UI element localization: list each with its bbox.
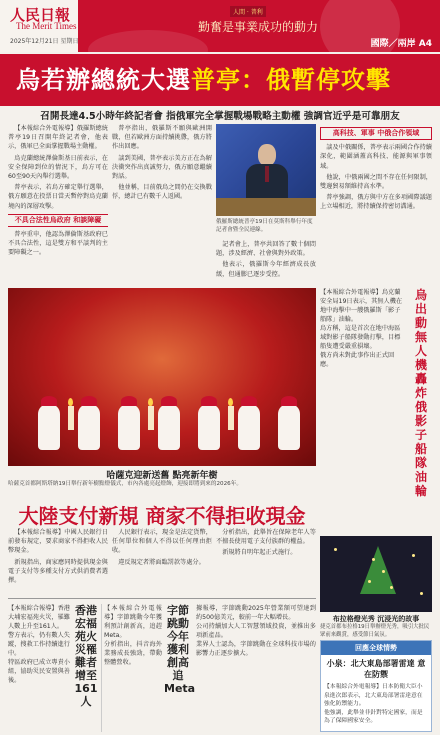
news-box-label: 回應全球情勢 bbox=[321, 641, 431, 655]
paragraph: 據報導，字節跳動2025年營業額可望達到約500億美元，較前一年大幅增長。 bbox=[196, 605, 316, 621]
performer-figure bbox=[38, 404, 60, 450]
performer-figure bbox=[278, 404, 300, 450]
paragraph: 【本報綜合外電報導】日本防衛大臣小泉進次郎表示，北大東島部署雷達意在強化防禦能力。 bbox=[324, 684, 423, 707]
divider bbox=[101, 604, 102, 732]
paragraph: 烏克蘭總統澤倫斯基日前表示，在安全保障到位的情況下，烏方可在60至90天內舉行選舉。 bbox=[8, 154, 108, 181]
candle bbox=[68, 406, 74, 430]
article-column-2b bbox=[216, 240, 316, 284]
news-box bbox=[320, 640, 432, 732]
sidebar-headline: 烏出動無人機轟炸俄影子船隊油輪 bbox=[414, 288, 427, 498]
paragraph: 【本報綜合外電報導】烏克蘭安全局19日表示，其無人機在地中海擊中一艘俄羅斯「影子船隊」油輪。 bbox=[320, 289, 403, 323]
article-column-3 bbox=[320, 124, 432, 284]
paragraph: 警方表示，仍有數人失蹤，搜救工作持續進行中。 bbox=[8, 632, 70, 657]
bottom-story3-body bbox=[196, 604, 316, 732]
paragraph: 烏方稱，這是首次在地中海區域對影子船隊發動打擊，目標船隻遭受嚴重損壞。 bbox=[320, 325, 401, 350]
paragraph: 人民銀行表示，現金是法定貨幣，任何單位和個人不得以任何理由拒收。 bbox=[112, 529, 212, 555]
paragraph: 公司持續加大人工智慧領域投資，並推出多項新產品。 bbox=[196, 623, 316, 639]
paragraph: 他說，中俄兩國之間不存在任何限制，雙邊貿易額維持高水準。 bbox=[320, 173, 432, 191]
news-box-body bbox=[321, 683, 431, 735]
paragraph: 【本報綜合報導】中國人民銀行日前發布規定，要求商家不得拒收人民幣現金。 bbox=[8, 529, 108, 555]
flame bbox=[228, 398, 233, 406]
paragraph: 分析指出，抖音海外業務成長強勁，帶動整體營收。 bbox=[104, 641, 162, 666]
headline-bar bbox=[0, 54, 440, 106]
banner-badge: 人間 · 普利 bbox=[230, 6, 266, 17]
headline-part2: 普亭：俄暫停攻擊 bbox=[191, 66, 391, 94]
paragraph: 普亭指出，俄羅斯不願與歐洲開戰，但若歐洲方面持續挑釁，俄方將作出回應。 bbox=[112, 125, 212, 151]
section-label: 國際／兩岸 A4 bbox=[370, 39, 432, 49]
feature-photo bbox=[8, 288, 316, 466]
paragraph: 分析指出，此舉旨在保障老年人等不擅長使用電子支付族群的權益。 bbox=[216, 529, 316, 546]
paragraph: 【本報綜合外電報導】字節跳動今年獲利預計創新高，追趕Meta。 bbox=[104, 605, 162, 639]
flame bbox=[68, 398, 73, 406]
newspaper-logo bbox=[10, 4, 77, 31]
bottom-story2-headline: 字節跳動今年獲利創高追Meta bbox=[164, 604, 196, 695]
paragraph: 他表示，俄羅斯今年經濟成長放緩，但通膨已逐步受控。 bbox=[216, 261, 316, 278]
bottom-story1-body bbox=[8, 604, 70, 732]
paragraph: 違反規定者將面臨罰款等處分。 bbox=[118, 558, 205, 566]
paragraph: 業界人士認為，字節跳動在全球科技市場的影響力正逐步擴大。 bbox=[196, 641, 316, 657]
story2-column-3 bbox=[216, 528, 316, 594]
article-column-2 bbox=[112, 124, 212, 282]
paragraph: 特區政府已成立專責小組，協助災民安置與善後。 bbox=[8, 659, 70, 684]
logo-english: The Merit Times bbox=[16, 21, 77, 31]
bottom-story1-headline: 香港宏福苑火災罹難者增至161人 bbox=[74, 604, 98, 708]
story2-column-2 bbox=[112, 528, 212, 594]
performer-figure bbox=[238, 404, 260, 450]
subheadline: 召開長達4.5小時年終記者會 指俄軍完全掌握戰場戰略主動權 強調官近乎是可靠朋友 bbox=[40, 111, 400, 122]
story2-column-1 bbox=[8, 528, 108, 594]
paragraph: 記者會上，普亭共回答了數十個問題，涉及經濟、社會與對外政策。 bbox=[216, 241, 316, 258]
paragraph: 俄方尚未對此事作出正式回應。 bbox=[320, 352, 395, 368]
press-conference-photo bbox=[216, 124, 316, 216]
light-show-description: 捷克首都布拉格19日舉辦燈光秀，吸引大批民眾前來觀賞，感受節日氣氛。 bbox=[320, 624, 430, 638]
light-show-caption: 布拉格燈光秀 沉浸光的故事 bbox=[332, 615, 420, 623]
paragraph: 他強調，此舉並非針對特定國家，而是為了保障國家安全。 bbox=[324, 709, 423, 724]
bottom-story2-body bbox=[104, 604, 162, 732]
performer-figure bbox=[118, 404, 140, 450]
feature-photo-caption: 哈薩克迎新送舊 點亮新年樹 bbox=[106, 471, 218, 481]
logo-chinese: 人民日報 bbox=[10, 6, 71, 24]
paragraph: 普亭表示，若烏方確定舉行選舉，俄方願意在投票日當天暫停對烏克蘭境內的深層攻擊。 bbox=[8, 184, 108, 210]
story2-headline: 大陸支付新規 商家不得拒收現金 bbox=[18, 504, 306, 528]
article-column-1 bbox=[8, 124, 108, 282]
paragraph: 他並稱，目前俄烏之間仍在交換戰俘，總計已有數千人返國。 bbox=[112, 184, 212, 201]
divider bbox=[8, 598, 316, 599]
header-banner bbox=[78, 0, 440, 52]
flame bbox=[148, 398, 153, 406]
masthead bbox=[0, 0, 440, 52]
section-subtitle: 高科技、軍事 中俄合作領域 bbox=[320, 127, 432, 140]
feature-photo-description: 哈薩克首都阿斯塔納19日舉行新年樹點燈儀式，市內各處亮起燈飾，迎接即將到來的2026年。 bbox=[8, 481, 242, 487]
issue-date: 2025年12月21日 星期日 bbox=[10, 38, 79, 45]
performer-figure bbox=[78, 404, 100, 450]
paragraph: 普亭重申，他認為澤倫斯基政府已不具合法性，這是雙方和平談判的主要障礙之一。 bbox=[8, 231, 108, 257]
paragraph: 談到美國，普亭表示美方正在為解決衝突作出真誠努力，俄方願意繼續對話。 bbox=[112, 154, 212, 181]
paragraph: 普亭強調，俄方與中方在多項國際議題上立場相近，將持續保持密切溝通。 bbox=[320, 194, 432, 211]
paragraph: 【本報綜合外電報導】俄羅斯總統普亭19日召開年終記者會，他表示，俄軍已全面掌握戰場主動權。 bbox=[8, 125, 108, 151]
banner-slogan: 勤奮是事業成功的動力 bbox=[198, 20, 319, 34]
candle bbox=[228, 406, 234, 430]
news-box-headline: 小泉：北大東島部署雷達 意在防禦 bbox=[326, 659, 426, 679]
paragraph: 新規將自明年起正式施行。 bbox=[222, 549, 297, 557]
light-show-photo bbox=[320, 536, 432, 612]
sidebar-body bbox=[320, 288, 406, 534]
photo-caption: 俄羅斯總統普亭19日在莫斯科舉行年度記者會暨全民連線。 bbox=[216, 219, 313, 233]
performer-figure bbox=[158, 404, 180, 450]
section-subtitle: 不具合法性烏政府 和談障礙 bbox=[8, 214, 108, 227]
main-headline bbox=[16, 60, 391, 95]
candle bbox=[148, 406, 154, 430]
paragraph: 【本報綜合報導】香港大埔宏福苑火災，罹難人數上升至161人。 bbox=[8, 605, 70, 630]
headline-part1: 烏若辦總統大選 bbox=[16, 66, 191, 94]
paragraph: 新規指出，商家應同時提供現金與電子支付等多種支付方式供消費者選擇。 bbox=[8, 558, 108, 585]
banner-decoration bbox=[88, 30, 208, 52]
performer-figure bbox=[198, 404, 220, 450]
paragraph: 談及中俄關係，普亭表示兩國合作持續深化，範圍涵蓋高科技、能源與軍事領域。 bbox=[320, 144, 432, 170]
